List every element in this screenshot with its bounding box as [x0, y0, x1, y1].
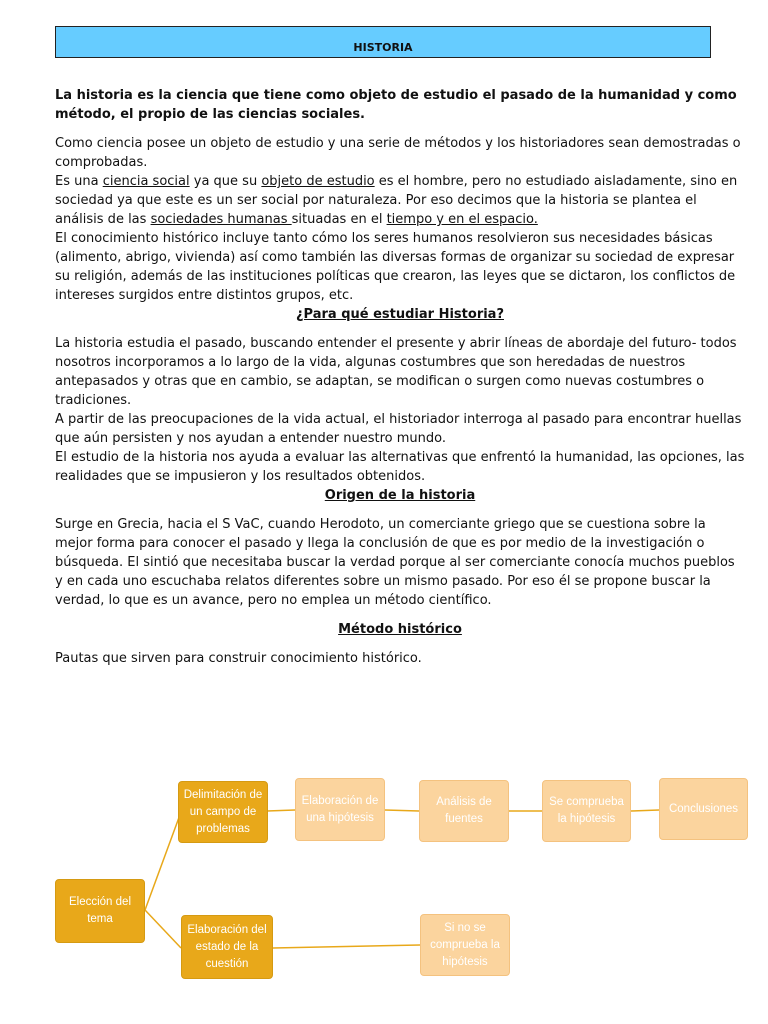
why-paragraph-1: La historia estudia el pasado, buscando entender el presente y abrir líneas de abordaje del futuro- todos nosotros incorporamos a lo largo de la vida, algunas costumbres que son heredadas de nuestros antepasados y otras que en cambio, se adaptan, se modifican o surgen como nuevas costumbres o tradiciones. [55, 336, 737, 408]
connector-bottom-1 [273, 945, 420, 948]
node-top-1[interactable]: Delimitación de un campo de problemas [178, 781, 268, 843]
why-paragraph-3: El estudio de la historia nos ayuda a evaluar las alternativas que enfrentó la humanidad, las opciones, las realidades que se impusieron y los resultados obtenidos. [55, 450, 745, 484]
method-paragraph: Pautas que sirven para construir conocimiento histórico. [55, 651, 422, 666]
connector-top-1 [267, 810, 295, 811]
page-title-bar [55, 26, 711, 58]
connector-top-4 [631, 810, 659, 811]
intro-paragraph-3: El conocimiento histórico incluye tanto cómo los seres humanos resolvieron sus necesidades básicas (alimento, abrigo, vivienda) así como también las diversas formas de organizar su sociedad de expresar su religión, además de las instituciones políticas que crearon, las leyes que se dictaron, los conflictos de intereses surgidos entre distintos grupos, etc. [55, 231, 736, 303]
link-ciencia-social[interactable]: ciencia social [102, 174, 190, 189]
document-body [55, 86, 745, 668]
node-top-4[interactable]: Se comprueba la hipótesis [542, 780, 631, 842]
node-bottom-1[interactable]: Elaboración del estado de la cuestión [181, 915, 273, 979]
node-top-2[interactable]: Elaboración de una hipótesis [295, 778, 385, 841]
why-paragraph-2: A partir de las preocupaciones de la vida actual, el historiador interroga al pasado para encontrar huellas que aún persisten y nos ayudan a entender nuestro mundo. [55, 412, 742, 446]
heading-origin: Origen de la historia [324, 488, 476, 503]
link-sociedades-humanas[interactable]: sociedades humanas [150, 212, 292, 227]
connector-root-to-bottom [145, 910, 181, 948]
node-top-5[interactable]: Conclusiones [659, 778, 748, 840]
link-tiempo-espacio[interactable]: tiempo y en el espacio. [386, 212, 538, 227]
node-bottom-2[interactable]: Si no se comprueba la hipótesis [420, 914, 510, 976]
connector-root-to-top [145, 812, 181, 910]
intro-paragraph-1: Como ciencia posee un objeto de estudio y una serie de métodos y los historiadores sean demostradas o comprobadas. [55, 136, 741, 170]
page-title: HISTORIA [353, 40, 413, 54]
origin-paragraph: Surge en Grecia, hacia el S VaC, cuando Herodoto, un comerciante griego que se cuestiona sobre la mejor forma para conocer el pasado y llega la conclusión de que es por medio de la investigación o búsqueda. El sintió que necesitaba buscar la verdad porque al ser comerciante conocía muchos pueblos y en cada uno escuchaba relatos diferentes sobre un mismo pasado. Por eso él se propone buscar la verdad, lo que es un avance, pero no emplea un método científico. [55, 517, 735, 608]
lead-paragraph: La historia es la ciencia que tiene como objeto de estudio el pasado de la humanidad y como método, el propio de las ciencias sociales. [55, 88, 737, 122]
heading-method: Método histórico [338, 622, 462, 637]
intro-paragraph-2: Es una ciencia social ya que su objeto de estudio es el hombre, pero no estudiado aisladamente, sino en sociedad ya que este es un ser social por naturaleza. Por eso decimos que la historia se plantea el análisis de las sociedades humanas situadas en el tiempo y en el espacio. [55, 174, 738, 227]
connector-top-2 [385, 810, 419, 811]
node-top-3[interactable]: Análisis de fuentes [419, 780, 509, 842]
link-objeto-de-estudio[interactable]: objeto de estudio [261, 174, 375, 189]
node-root[interactable]: Elección del tema [55, 879, 145, 943]
heading-why-study: ¿Para qué estudiar Historia? [296, 307, 504, 322]
